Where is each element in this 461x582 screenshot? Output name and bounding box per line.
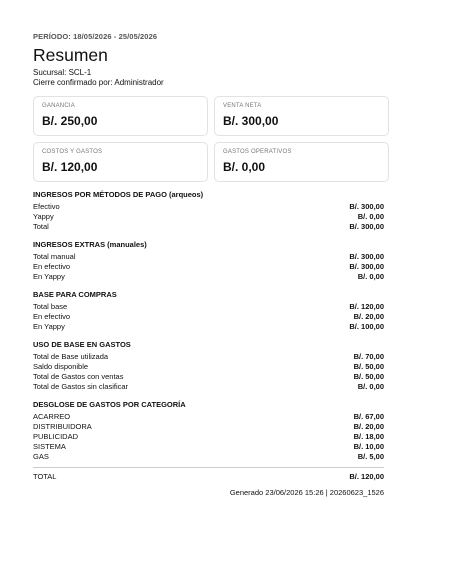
row-value: B/. 70,00 [353, 352, 384, 361]
row-label: Total [33, 222, 49, 231]
row-label: GAS [33, 452, 49, 461]
row-label: Efectivo [33, 202, 60, 211]
section-base-usage [33, 340, 384, 392]
page-title: Resumen [33, 45, 108, 65]
section-purchase-base [33, 290, 384, 332]
row-value: B/. 20,00 [353, 312, 384, 321]
row-value: B/. 50,00 [353, 362, 384, 371]
list-item [33, 212, 384, 222]
row-value: B/. 10,00 [353, 442, 384, 451]
list-item [33, 372, 384, 382]
card-value: B/. 120,00 [42, 160, 98, 174]
row-value: B/. 20,00 [353, 422, 384, 431]
list-item [33, 222, 384, 232]
row-value: B/. 300,00 [349, 262, 384, 271]
row-value: B/. 0,00 [357, 212, 384, 221]
report-period: PERÍODO: 18/05/2026 - 25/05/2026 [33, 32, 158, 41]
total-label: TOTAL [33, 472, 57, 481]
row-value: B/. 0,00 [357, 382, 384, 391]
row-label: Total manual [33, 252, 76, 261]
generated-footer: Generado 23/06/2026 15:26 | 20260623_1526 [229, 488, 384, 497]
divider [33, 467, 384, 468]
row-value: B/. 18,00 [353, 432, 384, 441]
section-title: BASE PARA COMPRAS [33, 290, 117, 299]
row-value: B/. 67,00 [353, 412, 384, 421]
list-item [33, 322, 384, 332]
row-label: PUBLICIDAD [33, 432, 79, 441]
row-label: En Yappy [33, 272, 65, 281]
list-item [33, 302, 384, 312]
card-label: VENTA NETA [223, 103, 262, 109]
branch-label: Sucursal: SCL-1 [33, 68, 92, 77]
card-value: B/. 0,00 [223, 160, 266, 174]
section-title: INGRESOS POR MÉTODOS DE PAGO (arqueos) [33, 190, 204, 199]
list-item [33, 312, 384, 322]
row-label: Yappy [33, 212, 54, 221]
row-label: En efectivo [33, 262, 71, 271]
row-label: Total base [33, 302, 68, 311]
row-value: B/. 300,00 [349, 202, 384, 211]
row-label: DISTRIBUIDORA [33, 422, 92, 431]
row-value: B/. 5,00 [357, 452, 384, 461]
card-costs-expenses [33, 142, 208, 182]
list-item [33, 272, 384, 282]
total-value: B/. 120,00 [349, 472, 384, 481]
row-label: Total de Gastos sin clasificar [33, 382, 129, 391]
section-payment-methods [33, 190, 384, 232]
card-net-sales [214, 96, 389, 136]
list-item [33, 262, 384, 272]
section-extra-income [33, 240, 384, 282]
list-item [33, 362, 384, 372]
section-title: USO DE BASE EN GASTOS [33, 340, 131, 349]
card-label: COSTOS Y GASTOS [42, 149, 103, 155]
row-label: En Yappy [33, 322, 65, 331]
list-item [33, 442, 384, 452]
row-label: SISTEMA [33, 442, 66, 451]
section-title: DESGLOSE DE GASTOS POR CATEGORÍA [33, 400, 186, 409]
card-operating-expenses [214, 142, 389, 182]
total-row [33, 472, 384, 481]
list-item [33, 432, 384, 442]
row-label: Saldo disponible [33, 362, 89, 371]
card-profit [33, 96, 208, 136]
list-item [33, 252, 384, 262]
row-value: B/. 100,00 [349, 322, 384, 331]
card-label: GANANCIA [42, 103, 75, 109]
list-item [33, 422, 384, 432]
row-label: En efectivo [33, 312, 71, 321]
row-value: B/. 50,00 [353, 372, 384, 381]
section-expense-breakdown [33, 400, 384, 462]
closed-by-label: Cierre confirmado por: Administrador [33, 78, 164, 87]
row-label: Total de Base utilizada [33, 352, 109, 361]
row-label: Total de Gastos con ventas [33, 372, 124, 381]
row-label: ACARREO [33, 412, 71, 421]
row-value: B/. 300,00 [349, 252, 384, 261]
row-value: B/. 120,00 [349, 302, 384, 311]
list-item [33, 352, 384, 362]
card-value: B/. 250,00 [42, 114, 98, 128]
list-item [33, 382, 384, 392]
section-title: INGRESOS EXTRAS (manuales) [33, 240, 147, 249]
list-item [33, 412, 384, 422]
summary-cards [33, 96, 384, 182]
card-value: B/. 300,00 [223, 114, 279, 128]
list-item [33, 452, 384, 462]
row-value: B/. 0,00 [357, 272, 384, 281]
card-label: GASTOS OPERATIVOS [223, 149, 292, 155]
row-value: B/. 300,00 [349, 222, 384, 231]
list-item [33, 202, 384, 212]
